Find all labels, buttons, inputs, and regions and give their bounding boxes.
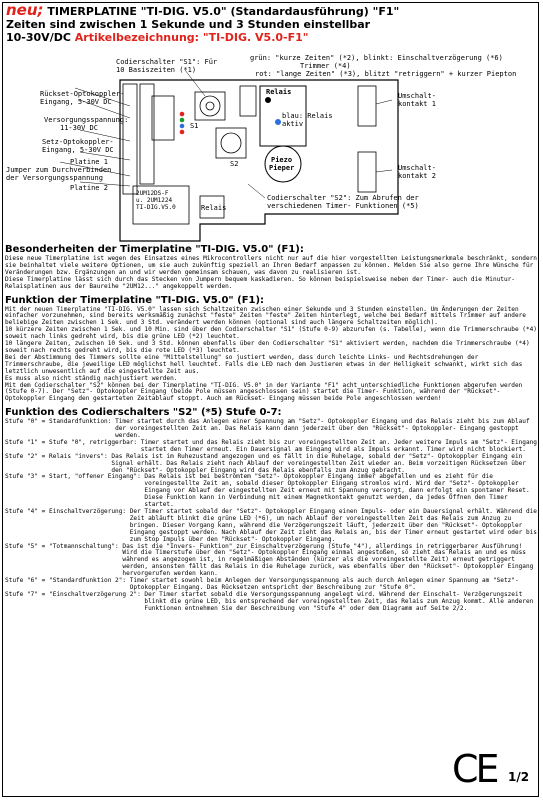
- reset-input-label: Rückset-Optokoppler-: [40, 90, 125, 98]
- stufe-text: Der Timer startet sobald die Versorgungsspannung angelegt wird. Während der Einschalt- Verzögerungszeit blinkt die grüne LED, bis entsprechend der voreingestellten Zeit, das Relais zum Anzug kommt. Alle anderen Funktionen entnehmen Sie der Beschreibung von "Stufe 4" oder dem Diagramm auf Seite 2/2.: [144, 590, 534, 612]
- blue-led-label: blau: Relais: [282, 112, 333, 120]
- green-led-label: grün: "kurze Zeiten" (*2), blinkt: Einschaltverzögerung (*6): [250, 54, 503, 62]
- header-line-3: [6, 31, 536, 44]
- contact-2-label-2: kontakt 2: [398, 172, 436, 180]
- stufe-0: [5, 419, 537, 440]
- stufe-text: Timer startet sowohl beim Anlegen der Versorgungsspannung als auch durch Anlegen einer Spannung am "Setz"- Optokoppler Eingang. Das Rücksetzen entspricht der Beschreibung zur "Stufe 0".: [129, 577, 519, 591]
- stufe-key: Stufe "7" = "Einschaltverzögerung 2":: [5, 590, 145, 598]
- reset-input-label-2: Eingang, 5-30V DC: [40, 98, 112, 106]
- board-diagram: [0, 56, 543, 246]
- voltage-range: 10-30V/DC: [6, 31, 75, 44]
- section-title-features: Besonderheiten der Timerplatine "TI-DIG. V5.0" (F1):: [5, 244, 304, 255]
- stufe-text: Das Relais ist bei bestromtem "Setz"- Optokoppler Eingang immer abgefallen und es zieht für die voreingestellte Zeit an, sobald dieser Optokoppler Eingang stromlos wird. Wird der "Setz"- Optokoppler Eingang vor Ablauf der eingestellten Zeit erneut mit Spannung versorgt, dann erfolgt ein spontaner Reset. Diese Funktion kann in Verbindung mit einem Magnetkontakt genutzt werden, da jedes Öffnen den Timer startet.: [144, 473, 530, 509]
- article-name: Artikelbezeichnung: "TI-DIG. V5.0-F1": [74, 31, 309, 44]
- section-title-function: Funktion der Timerplatine "TI-DIG. V5.0" (F1):: [5, 294, 265, 306]
- ce-mark: CE: [452, 747, 497, 791]
- chip-label-1: 2UM12DS-F: [136, 190, 169, 197]
- set-input-label: Setz-Optokoppler-: [42, 138, 114, 146]
- s1-label: Codierschalter "S1": Für: [116, 58, 218, 66]
- jumper-label: Jumper zum Durchverbinden: [6, 166, 112, 174]
- new-tag: neu;: [6, 1, 44, 19]
- stufe-text: Timer startet durch das Anlegen einer Spannung am "Setz"- Optokoppler Eingang und das Relais zieht bis zum Ablauf der voreingestellten Zeit an. Das Relais kann dann jederzeit über den "Rückset"- Optokoppler- Eingang gestoppt werden.: [115, 418, 530, 440]
- chip-label-3: TI-DIG.V5.0: [136, 204, 176, 211]
- set-input-label-2: Eingang, 5-30V DC: [42, 146, 114, 154]
- stufe-1: [5, 440, 537, 454]
- stufe-text: Timer startet und das Relais zieht bis zur voreingestellten Zeit an. Jeder weitere Impuls am "Setz"- Eingang startet den Timer erneut. Ein Dauersignal am Eingang wird als Impuls erkannt. Timer wird nicht blockiert.: [140, 438, 537, 453]
- trimmer-label: Trimmer (*4): [300, 62, 351, 70]
- stufe-key: Stufe "1" = Stufe "0", retriggerbar:: [5, 438, 141, 446]
- board-2-label: Platine 2: [70, 184, 108, 192]
- board-relay-label: Relais: [201, 204, 227, 212]
- blue-led-label-2: aktiv: [282, 120, 304, 128]
- contact-1-label: Umschalt-: [398, 92, 436, 100]
- chip-label-2: u. 2UM1224: [136, 197, 173, 204]
- stufe-key: Stufe "6" = "Standardfunktion 2":: [5, 577, 130, 585]
- red-led-label: rot: "lange Zeiten" (*3), blitzt "retriggern" + kurzer Piepton: [255, 70, 517, 78]
- contact-1-label-2: kontakt 1: [398, 100, 436, 108]
- supply-label: Versorgungsspannung:: [44, 116, 129, 124]
- section-text-function: Mit der neuen Timerplatine "TI-DIG. V5.0" lassen sich Schaltzeiten zwischen einer Sekunde und 3 Stunden einstellen. Um Änderungen der Zeiten einfacher vorzunehmen, sind bereits werksmäßig zunächst "feste" Zeiten "feste" Zeiten hinterlegt, welche bei Bedarf mittels Trimmer auf andere beliebige Zeiten zwischen 1 Sek. und 3 Std. verändert werden können (optional sind auch längere Schaltzeiten möglich). 10 kürzere Zeiten zwischen 1 Sek. und 10 Min. sind über den Codierschalter "S1" (Stufe 0-9) abzurufen (s. Tabelle), wenn die Trimmerschraube (*4) soweit nach links gedreht wird, bis die grüne LED (*2) leuchtet. 10 längere Zeiten, zwischen 10 Sek. und 3 Std. können ebenfalls über den Codierschalter "S1" aktiviert werden, nachdem die Trimmerschraube (*4) soweit nach rechts gedreht wird, bis die rote LED (*3) leuchtet. Bei der Abstimmung des Timmers sollte eine "Mittelstellung" so justiert werden, dass durch leichte Links- und Rechtsdrehungen der Trimmerschraube, die jeweilige LED möglichst hell leuchtet. Falls die LED nach dem Justieren etwas in der Helligkeit schwankt, wirkt sich das letztlich unwesentlich auf die eingestellte Zeit aus. Es muss also nicht ständig nachjustiert werden. Mit dem Codierschalter "S2" können bei der Timerplatine "TI-DIG. V5.0" in der Variante "F1" acht unterschiedliche Funktionen abgerufen werden (Stufe 0-7). Der "Setz"- Optokoppler Eingang (beide Pole müssen angeschlossen sein) startet die Timer- Funktion, während der "Rückset"- Optokoppler Eingang den gestarteten Zeitablauf stoppt. Auch am Rückset- Eingang müssen beide Pole angeschlossen werden!: [5, 305, 537, 403]
- s1-label-2: 10 Basiszeiten (*1): [116, 66, 197, 74]
- stufe-7: [5, 592, 537, 613]
- header-line-2: Zeiten sind zwischen 1 Sekunde und 3 Stunden einstellbar: [6, 18, 371, 31]
- title-text: TIMERPLATINE "TI-DIG. V5.0" (Standardausführung) "F1": [43, 5, 400, 18]
- pieper-label: Pieper: [269, 164, 295, 172]
- relay-box-label: Relais: [266, 88, 292, 96]
- stufe-text: Das ist die "Invers- Funktion" zur Einschaltverzögerung (Stufe "4"), allerdings in retriggerbarer Ausführung! Wird die Timerstufe über den "Setz"- Optokoppler Eingang einmal angestoßen, so zieht das Relais an und es muss während es angezogen ist, in regelmäßigen Abständen (kürzer als die voreingestellte Zeit) erneut getriggert werden, ansonsten fällt das Relais in die Ruhelage zurück, was ebenfalls über den "Rückset"- Optokoppler Eingang hervorgerufen werden kann.: [122, 542, 534, 578]
- stufe-2: [5, 454, 537, 475]
- contact-2-label: Umschalt-: [398, 164, 436, 172]
- s2-label: Codierschalter "S2": Zum Abrufen der: [267, 194, 419, 202]
- header-line-1: [6, 1, 536, 19]
- stufe-key: Stufe "4" = Einschaltverzögerung:: [5, 508, 130, 515]
- stufe-key: Stufe "5" = "Totmannschaltung":: [5, 542, 123, 550]
- s2-board-label: S2: [230, 160, 239, 168]
- supply-label-2: 11-30V DC: [60, 124, 98, 132]
- document-body: [5, 240, 537, 613]
- stufe-key: Stufe "3" = Start, "offener Eingang":: [5, 473, 145, 481]
- stufe-5: [5, 544, 537, 579]
- page-number: 1/2: [508, 770, 530, 784]
- piezo-label: Piezo: [271, 156, 293, 164]
- document-header: [6, 1, 536, 44]
- board-1-label: Platine 1: [70, 158, 108, 166]
- stufe-6: [5, 578, 537, 592]
- stufe-3: [5, 474, 537, 509]
- stufe-text: Das Relais ist im Ruhezustand angezogen und es fällt in die Ruhelage, sobald der "Setz"- Optokoppler Eingang ein Signal erhält. Das Relais zieht nach Ablauf der voreingestellten Zeit wieder an. Beim vorzeitigen Rücksetzen über den "Rückset"- Optokoppler Eingang wird das Relais ebenfalls zum Anzug gebracht.: [111, 452, 526, 474]
- stufe-4: [5, 509, 537, 544]
- section-text-features: Diese neue Timerplatine ist wegen des Einsatzes eines Mikrocontrollers nicht nur auf die hier vorgestellten Leistungsmerkmale beschränkt, sondern sie beinhaltet viele weitere Optionen, um sie auch zukünftig speziell an Ihren Bedarf anpassen zu können. Melden Sie also gerne Ihre Wünsche für Veränderungen bzw. Ergänzungen an und wir werden gemeinsam schauen, was davon zu realisieren ist. Diese Timerplatine lässt sich durch das Stecken von Jumpern bequem kaskadieren. So können beispielsweise neben der Timer- auch die Minutur- Relaisplatinen aus der Baureihe "2UM12..." angekoppelt werden.: [5, 255, 537, 290]
- stufe-key: Stufe "0" = Standardfunktion:: [5, 418, 116, 426]
- section-title-s2: Funktion des Codierschalters "S2" (*5) Stufe 0-7:: [5, 407, 282, 419]
- stufe-text: Der Timer startet sobald der "Setz"- Optokoppler Eingang einen Impuls- oder ein Dauersignal erhält. Während die Zeit abläuft blinkt die grüne LED (*6), um nach Ablauf der voreingestellten Zeit das Relais zum Anzug zu bringen. Dieser Vorgang kann, während die Verzögerungszeit läuft, jederzeit über den "Rückset"- Optokoppler Eingang gestoppt werden. Nach Ablauf der Zeit zieht das Relais an, bis der Timer erneut gestartet wird oder bis zum Stop Impuls über den "Rückset"- Optokoppler Eingang.: [129, 508, 537, 543]
- jumper-label-2: der Versorgungsspannung: [6, 174, 103, 182]
- s1-board-label: S1: [190, 122, 199, 130]
- stufe-key: Stufe "2" = Relais "invers":: [5, 452, 112, 460]
- s2-label-2: verschiedenen Timer- Funktionen (*5): [267, 202, 419, 210]
